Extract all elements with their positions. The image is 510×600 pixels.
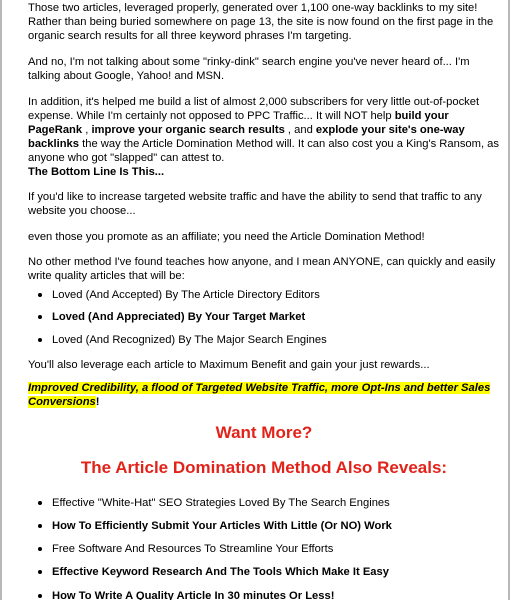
highlight-paragraph	[28, 381, 500, 409]
list-item: Loved (And Recognized) By The Major Search Engines	[52, 334, 327, 346]
paragraph-backlinks: Those two articles, leveraged properly, generated over 1,100 one-way backlinks to my site! Rather than being buried somewhere on page 13, the site is now found on the first page in the organic search results for all three keyword phrases I'm targeting.	[28, 2, 494, 42]
want-more-heading: Want More?	[215, 423, 313, 442]
reveals-heading: The Article Domination Method Also Reveals:	[80, 458, 448, 477]
list-item: Effective "White-Hat" SEO Strategies Loved By The Search Engines	[52, 497, 390, 509]
paragraph-subscribers	[28, 95, 500, 165]
bold-backlinks: explode your site's one-way backlinks	[28, 124, 465, 150]
text-segment: !	[95, 396, 100, 408]
list-item: Free Software And Resources To Streamline Your Efforts	[52, 543, 334, 555]
paragraph-leverage: You'll also leverage each article to Maximum Benefit and gain your just rewards...	[28, 359, 430, 371]
text-segment: In addition, it's helped me build a list of almost 2,000 subscribers for very little out-of-pocket expense. While I'm certainly not opposed to PPC Traffic... It will NOT help	[28, 96, 480, 122]
paragraph-no-other-method: No other method I've found teaches how anyone, and I mean ANYONE, can quickly and easily write quality articles that will be:	[28, 256, 496, 282]
list-item: Loved (And Appreciated) By Your Target Market	[52, 311, 306, 323]
bold-pagerank: build your PageRank	[28, 110, 449, 136]
text-segment: , and	[284, 124, 316, 136]
highlighted-benefits: Improved Credibility, a flood of Targeted Website Traffic, more Opt-Ins and better Sales Conversions	[28, 382, 491, 408]
bold-organic-results: improve your organic search results	[91, 124, 285, 136]
list-item: How To Write A Quality Article In 30 minutes Or Less!	[52, 589, 334, 600]
paragraph-increase-traffic: If you'd like to increase targeted website traffic and have the ability to send that traffic to any website you choose...	[28, 191, 482, 217]
bottom-line-heading: The Bottom Line Is This...	[28, 166, 165, 178]
list-item: Effective Keyword Research And The Tools Which Make It Easy	[52, 566, 389, 578]
list-item: How To Efficiently Submit Your Articles With Little (Or NO) Work	[52, 520, 392, 532]
list-item: Loved (And Accepted) By The Article Directory Editors	[52, 289, 320, 301]
text-segment: the way the Article Domination Method will. It can also cost you a King's Ransom, as anyone who got "slapped" can attest to.	[28, 138, 500, 164]
paragraph-search-engines: And no, I'm not talking about some "rinky-dink" search engine you've never heard of... I'm talking about Google, Yahoo! and MSN.	[28, 56, 470, 82]
paragraph-affiliate: even those you promote as an affiliate; you need the Article Domination Method!	[28, 231, 425, 243]
text-segment: ,	[82, 124, 92, 136]
